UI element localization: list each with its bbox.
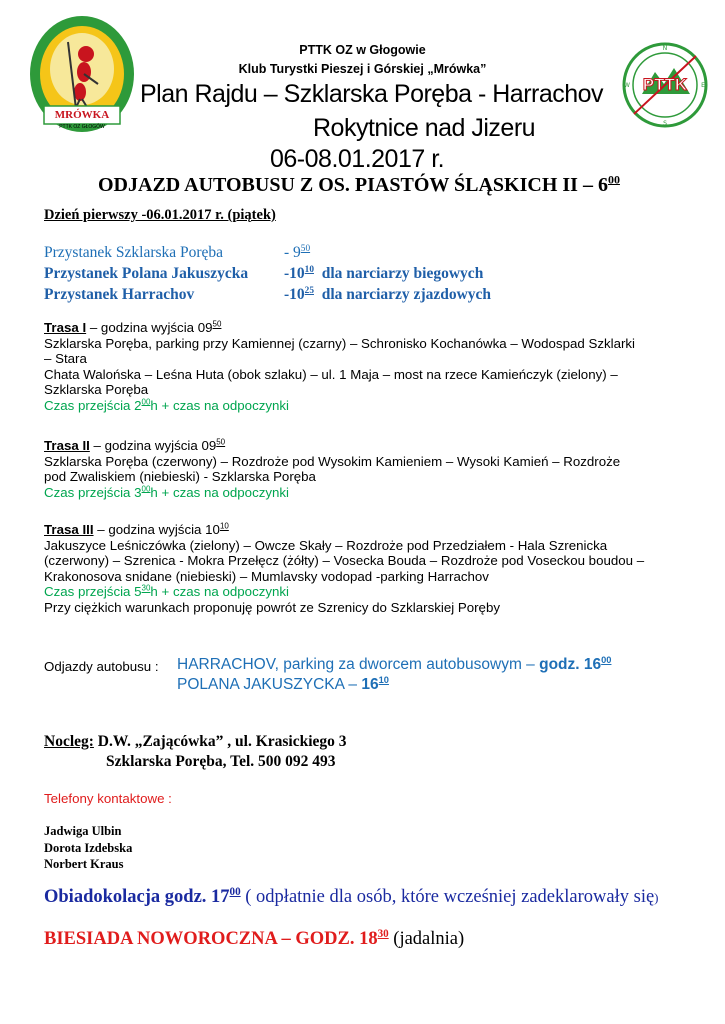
svg-text:W: W	[624, 82, 630, 89]
page-title-line2: Rokytnice nad Jizeru	[313, 114, 536, 142]
stop-polana	[44, 264, 484, 283]
route-line: – Stara	[44, 351, 87, 366]
trip-dates: 06-08.01.2017 r.	[270, 145, 445, 173]
route-duration: Czas przejścia $2^{00}h$ + czas na odpoczynki	[44, 397, 290, 413]
route-3	[44, 522, 704, 615]
stop-note: dla narciarzy biegowych	[321, 265, 484, 282]
contacts-label: Telefony kontaktowe :	[44, 791, 172, 806]
pttk-logo	[622, 42, 708, 128]
route-line: Szklarska Poręba, parking przy Kamiennej (czarny) – Schronisko Kochanówka – Wodospad Szklarki	[44, 335, 636, 351]
lodging-phone: Szklarska Poręba, Tel. 500 092 493	[106, 753, 336, 770]
day-one-heading: Dzień pierwszy -06.01.2017 r. (piątek)	[44, 207, 276, 223]
route-3-heading: Trasa III – godzina wyjścia $10^{10}$	[44, 521, 229, 537]
contact-name: Dorota Izdebska	[44, 841, 133, 855]
route-line: (czerwony) – Szrenica - Mokra Przełęcz (żółty) – Vosecka Bouda – Rozdroże pod Voseckou boudou –	[44, 553, 645, 568]
route-2	[44, 438, 704, 500]
bus-departure	[98, 174, 620, 197]
route-line: pod Zwaliskiem (niebieski) - Szklarska Poręba	[44, 469, 316, 484]
stop-label: Przystanek Polana Jakuszycka	[44, 265, 249, 282]
route-line: Chata Walońska – Leśna Huta (obok szlaku) – ul. 1 Maja – most na rzece Kamieńczyk (zielony) –	[44, 366, 618, 382]
stop-time: $-10^{10}$ dla narciarzy biegowych	[284, 264, 484, 282]
bus-departure-text: ODJAZD AUTOBUSU Z OS. PIASTÓW ŚLĄSKICH II – 6	[98, 174, 608, 196]
lodging-address: D.W. „Zającówka” , ul. Krasickiego 3	[93, 733, 347, 750]
lodging	[44, 733, 347, 751]
mrowka-logo	[28, 14, 136, 138]
dinner-info: Obiadokolacja godz. $17^{00}$ ( odpłatnie dla osób, które wcześniej zadeklarowały się)	[44, 885, 659, 907]
lodging-label: Nocleg:	[44, 733, 94, 750]
route-2-heading: Trasa II – godzina wyjścia $09^{50}$	[44, 437, 226, 453]
new-year-party: BIESIADA NOWOROCZNA – GODZ. $18^{30}$ (jadalnia)	[44, 927, 465, 949]
pttk-logo-text: PTTK	[642, 75, 688, 94]
route-duration: Czas przejścia $3^{00}h$ + czas na odpoczynki	[44, 484, 290, 500]
route-line: Jakuszyce Leśniczówka (zielony) – Owcze Skały – Rozdroże pod Przedziałem - Hala Szrenicka	[44, 537, 608, 553]
contact-name: Jadwiga Ulbin	[44, 824, 122, 838]
stop-harrachov	[44, 285, 492, 304]
departures-label: Odjazdy autobusu :	[44, 659, 159, 674]
svg-text:N: N	[662, 45, 668, 52]
route-name: Trasa II	[44, 438, 90, 453]
svg-text:E: E	[701, 82, 705, 89]
route-line: Szklarska Poręba	[44, 382, 149, 397]
route-1-heading: Trasa I – godzina wyjścia $09^{50}$	[44, 319, 222, 335]
page-title: Plan Rajdu – Szklarska Poręba - Harrachov	[140, 80, 604, 108]
mrowka-logo-sub: PTTK OZ GŁOGÓW	[59, 124, 105, 130]
departure-polana: POLANA JAKUSZYCKA – $16^{10}$	[177, 674, 389, 693]
bus-departure-time-sup: 00	[607, 172, 620, 187]
mrowka-logo-name: MRÓWKA	[54, 109, 110, 121]
org-name: PTTK OZ w Głogowie	[299, 43, 426, 57]
route-1	[44, 320, 704, 413]
stop-note: dla narciarzy zjazdowych	[321, 286, 492, 303]
stop-label: Przystanek Szklarska Poręba	[44, 244, 224, 261]
stop-time: - $9^{50}$	[284, 243, 311, 261]
route-line: Szklarska Poręba (czerwony) – Rozdroże pod Wysokim Kamieniem – Wysoki Kamień – Rozdroże	[44, 453, 621, 469]
route-name: Trasa I	[44, 320, 87, 335]
contact-name: Norbert Kraus	[44, 857, 124, 871]
route-name: Trasa III	[44, 522, 94, 537]
route-duration: Czas przejścia $5^{30}h$ + czas na odpoczynki	[44, 583, 290, 599]
stop-label: Przystanek Harrachov	[44, 286, 195, 303]
svg-text:S: S	[663, 120, 667, 127]
route-line: Krakonosova snidane (niebieski) – Mumlavsky vodopad -parking Harrachov	[44, 568, 489, 584]
club-name: Klub Turystki Pieszej i Górskiej „Mrówka”	[238, 62, 487, 76]
stop-szklarska	[44, 243, 311, 262]
route-extra-note: Przy ciężkich warunkach proponuję powrót ze Szrenicy do Szklarskiej Poręby	[44, 599, 500, 615]
stop-time: $-10^{25}$ dla narciarzy zjazdowych	[284, 285, 492, 303]
departure-harrachov: HARRACHOV, parking za dworcem autobusowym – godz. $16^{00}$	[177, 654, 612, 673]
